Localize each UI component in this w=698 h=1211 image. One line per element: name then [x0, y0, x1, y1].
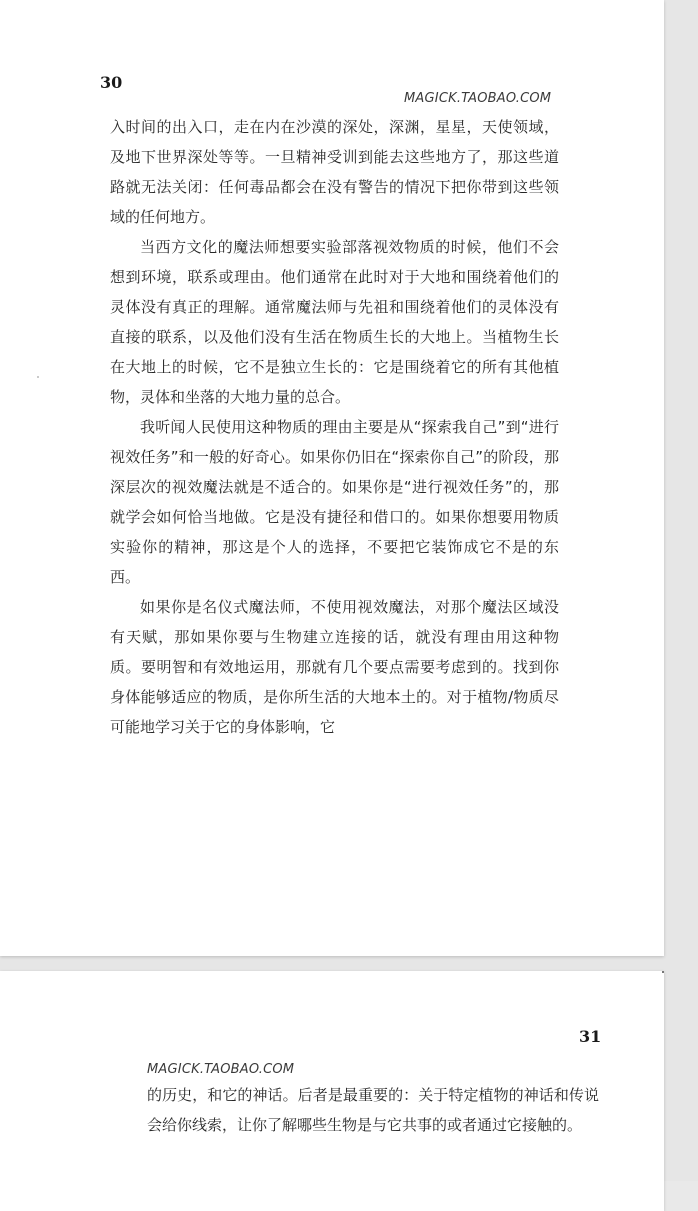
watermark-text: MAGICK.TAOBAO.COM	[147, 1062, 295, 1077]
paragraph: 我听闻人民使用这种物质的理由主要是从“探索我自己”到“进行视效任务”和一般的好奇心。如果你仍旧在“探索你自己”的阶段，那深层次的视效魔法就是不适合的。如果你是“进行视效任务”的，那就学会如何恰当地做。它是没有捷径和借口的。如果你想要用物质实验你的精神，那这是个人的选择，不要把它装饰成它不是的东西。	[110, 418, 559, 586]
page-31	[0, 971, 664, 1211]
paragraph: 的历史，和它的神话。后者是最重要的：关于特定植物的神话和传说会给你线索，让你了解哪些生物是与它共事的或者通过它接触的。	[147, 1086, 599, 1134]
page-body	[110, 112, 559, 742]
paragraph: 当西方文化的魔法师想要实验部落视效物质的时候，他们不会想到环境，联系或理由。他们通常在此时对于大地和围绕着他们的灵体没有真正的理解。通常魔法师与先祖和围绕着他们的灵体没有直接的联系，以及他们没有生活在物质生长的大地上。当植物生长在大地上的时候，它不是独立生长的：它是围绕着它的所有其他植物，灵体和坐落的大地力量的总合。	[110, 238, 559, 406]
page-number: 31	[579, 1027, 602, 1046]
watermark-text: MAGICK.TAOBAO.COM	[404, 91, 552, 106]
paragraph: 如果你是名仪式魔法师，不使用视效魔法，对那个魔法区域没有天赋，那如果你要与生物建立连接的话，就没有理由用这种物质。要明智和有效地运用，那就有几个要点需要考虑到的。找到你身体能够适应的物质，是你所生活的大地本土的。对于植物/物质尽可能地学习关于它的身体影响，它	[110, 598, 559, 736]
page-edge-mark	[662, 971, 664, 973]
paragraph: 入时间的出入口，走在内在沙漠的深处，深渊，星星，天使领域，及地下世界深处等等。一旦精神受训到能去这些地方了，那这些道路就无法关闭：任何毒品都会在没有警告的情况下把你带到这些领域的任何地方。	[110, 118, 559, 226]
page-body	[147, 1080, 599, 1140]
page-number: 30	[100, 73, 123, 92]
scan-speck	[37, 376, 39, 378]
